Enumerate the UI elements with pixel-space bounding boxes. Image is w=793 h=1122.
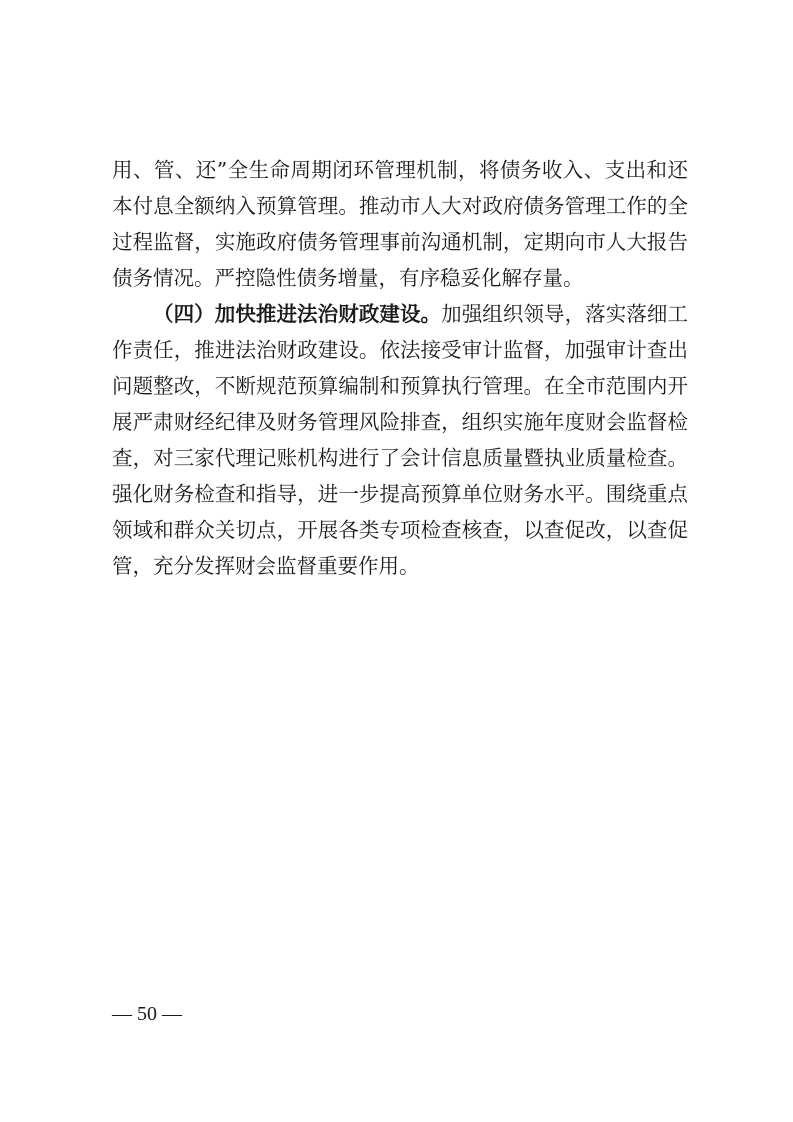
text-line: 作责任，推进法治财政建设。依法接受审计监督，加强审计查出 — [112, 338, 688, 362]
text-fragment: 加强组织领导，落实落细工 — [441, 302, 688, 326]
page-number: — 50 — — [112, 1003, 182, 1025]
text-line — [112, 296, 688, 332]
text-line: 管，充分发挥财会监督重要作用。 — [112, 554, 420, 578]
text-line: 债务情况。严控隐性债务增量，有序稳妥化解存量。 — [112, 266, 584, 290]
paragraph-rule-of-law-finance — [112, 296, 688, 584]
text-line: 领域和群众关切点，开展各类专项检查核查，以查促改，以查促 — [112, 518, 688, 542]
text-line: 展严肃财经纪律及财务管理风险排查，组织实施年度财会监督检 — [112, 410, 688, 434]
text-line: 查，对三家代理记账机构进行了会计信息质量暨执业质量检查。 — [112, 446, 688, 470]
text-line: 本付息全额纳入预算管理。推动市人大对政府债务管理工作的全 — [112, 194, 688, 218]
text-line: 问题整改，不断规范预算编制和预算执行管理。在全市范围内开 — [112, 374, 688, 398]
section-heading: （四）加快推进法治财政建设。 — [153, 302, 442, 326]
text-line: 过程监督，实施政府债务管理事前沟通机制，定期向市人大报告 — [112, 230, 688, 254]
body-text — [112, 152, 688, 584]
paragraph-debt-management — [112, 152, 688, 296]
text-line: 强化财务检查和指导，进一步提高预算单位财务水平。围绕重点 — [112, 482, 688, 506]
text-line: 用、管、还”全生命周期闭环管理机制，将债务收入、支出和还 — [112, 158, 688, 182]
